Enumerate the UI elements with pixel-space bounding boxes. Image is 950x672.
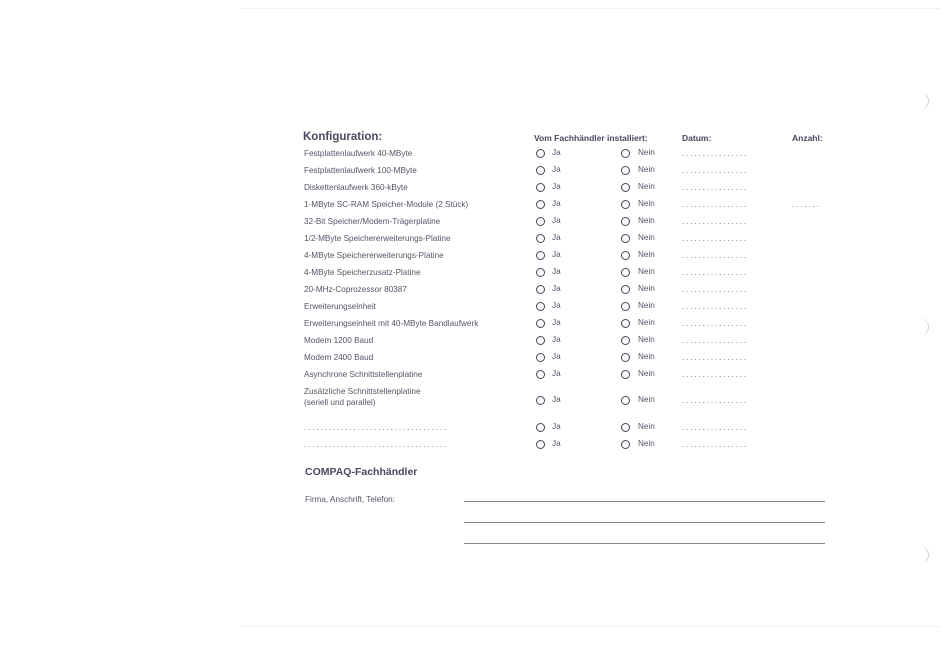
- date-field[interactable]: ................: [682, 200, 748, 209]
- nein-label: Nein: [638, 216, 655, 225]
- config-item-label: Asynchrone Schnittstellenplatine: [304, 370, 423, 379]
- column-header-date: Datum:: [682, 133, 712, 143]
- ja-radio-icon[interactable]: [536, 149, 545, 158]
- ja-label: Ja: [552, 301, 561, 310]
- nein-radio-icon[interactable]: [621, 149, 630, 158]
- punch-hole-1: [918, 92, 929, 110]
- blank-item-field[interactable]: ...................................: [304, 423, 449, 432]
- nein-label: Nein: [638, 439, 655, 448]
- date-field[interactable]: ................: [682, 183, 748, 192]
- section-title-dealer: COMPAQ-Fachhändler: [305, 466, 418, 478]
- nein-radio-icon[interactable]: [621, 353, 630, 362]
- date-field[interactable]: ................: [682, 336, 748, 345]
- nein-radio-icon[interactable]: [621, 268, 630, 277]
- nein-radio-icon[interactable]: [621, 251, 630, 260]
- ja-label: Ja: [552, 165, 561, 174]
- ja-radio-icon[interactable]: [536, 183, 545, 192]
- date-field[interactable]: ................: [682, 353, 748, 362]
- ja-label: Ja: [552, 199, 561, 208]
- config-item-label: Zusätzliche Schnittstellenplatine: [304, 387, 421, 396]
- date-field[interactable]: ................: [682, 423, 748, 432]
- nein-radio-icon[interactable]: [621, 217, 630, 226]
- punch-hole-3: [918, 546, 929, 564]
- nein-radio-icon[interactable]: [621, 166, 630, 175]
- ja-radio-icon[interactable]: [536, 440, 545, 449]
- config-item-label: 4-MByte Speicherzusatz-Platine: [304, 268, 421, 277]
- ja-label: Ja: [552, 439, 561, 448]
- nein-radio-icon[interactable]: [621, 285, 630, 294]
- nein-label: Nein: [638, 395, 655, 404]
- nein-radio-icon[interactable]: [621, 319, 630, 328]
- ja-radio-icon[interactable]: [536, 370, 545, 379]
- nein-radio-icon[interactable]: [621, 200, 630, 209]
- page-edge-bottom: [240, 626, 940, 627]
- page-edge-top: [240, 8, 940, 9]
- date-field[interactable]: ................: [682, 370, 748, 379]
- nein-label: Nein: [638, 335, 655, 344]
- date-field[interactable]: ................: [682, 319, 748, 328]
- ja-radio-icon[interactable]: [536, 423, 545, 432]
- section-title-configuration: Konfiguration:: [303, 131, 383, 143]
- nein-radio-icon[interactable]: [621, 234, 630, 243]
- nein-radio-icon[interactable]: [621, 336, 630, 345]
- config-item-label: 1-MByte SC-RAM Speicher-Module (2 Stück): [304, 200, 469, 209]
- nein-radio-icon[interactable]: [621, 423, 630, 432]
- ja-label: Ja: [552, 335, 561, 344]
- ja-radio-icon[interactable]: [536, 336, 545, 345]
- config-item-label: Modem 1200 Baud: [304, 336, 374, 345]
- ja-radio-icon[interactable]: [536, 268, 545, 277]
- ja-label: Ja: [552, 422, 561, 431]
- nein-label: Nein: [638, 250, 655, 259]
- ja-radio-icon[interactable]: [536, 200, 545, 209]
- ja-label: Ja: [552, 267, 561, 276]
- ja-radio-icon[interactable]: [536, 217, 545, 226]
- ja-label: Ja: [552, 284, 561, 293]
- ja-radio-icon[interactable]: [536, 234, 545, 243]
- config-item-label: Erweiterungseinheit: [304, 302, 376, 311]
- config-item-label: 1/2-MByte Speichererweiterungs-Platine: [304, 234, 451, 243]
- ja-radio-icon[interactable]: [536, 166, 545, 175]
- nein-label: Nein: [638, 301, 655, 310]
- blank-item-field[interactable]: ...................................: [304, 440, 449, 449]
- nein-radio-icon[interactable]: [621, 396, 630, 405]
- date-field[interactable]: ................: [682, 440, 748, 449]
- nein-radio-icon[interactable]: [621, 440, 630, 449]
- nein-label: Nein: [638, 422, 655, 431]
- config-item-label: 20-MHz-Coprozessor 80387: [304, 285, 407, 294]
- ja-label: Ja: [552, 216, 561, 225]
- column-header-installed: Vom Fachhändler installiert:: [534, 133, 648, 143]
- nein-label: Nein: [638, 233, 655, 242]
- nein-radio-icon[interactable]: [621, 183, 630, 192]
- date-field[interactable]: ................: [682, 149, 748, 158]
- date-field[interactable]: ................: [682, 396, 748, 405]
- nein-label: Nein: [638, 318, 655, 327]
- ja-label: Ja: [552, 182, 561, 191]
- nein-label: Nein: [638, 352, 655, 361]
- date-field[interactable]: ................: [682, 234, 748, 243]
- address-line-1[interactable]: [464, 501, 825, 502]
- nein-label: Nein: [638, 267, 655, 276]
- ja-radio-icon[interactable]: [536, 353, 545, 362]
- config-item-label: Festplattenlaufwerk 40-MByte: [304, 149, 413, 158]
- date-field[interactable]: ................: [682, 302, 748, 311]
- address-line-2[interactable]: [464, 522, 825, 523]
- column-header-count: Anzahl:: [792, 133, 823, 143]
- ja-label: Ja: [552, 395, 561, 404]
- ja-label: Ja: [552, 233, 561, 242]
- nein-radio-icon[interactable]: [621, 370, 630, 379]
- config-item-label: 4-MByte Speichererweiterungs-Platine: [304, 251, 444, 260]
- ja-radio-icon[interactable]: [536, 251, 545, 260]
- ja-label: Ja: [552, 250, 561, 259]
- ja-radio-icon[interactable]: [536, 396, 545, 405]
- count-field[interactable]: .......: [792, 200, 821, 209]
- ja-label: Ja: [552, 318, 561, 327]
- address-label: Firma, Anschrift, Telefon:: [305, 495, 395, 504]
- config-item-label-line2: (seriell und parallel): [304, 398, 376, 407]
- date-field[interactable]: ................: [682, 217, 748, 226]
- date-field[interactable]: ................: [682, 268, 748, 277]
- config-item-label: Erweiterungseinheit mit 40-MByte Bandlaufwerk: [304, 319, 479, 328]
- nein-label: Nein: [638, 182, 655, 191]
- date-field[interactable]: ................: [682, 251, 748, 260]
- nein-label: Nein: [638, 199, 655, 208]
- date-field[interactable]: ................: [682, 285, 748, 294]
- address-line-3[interactable]: [464, 543, 825, 544]
- date-field[interactable]: ................: [682, 166, 748, 175]
- punch-hole-2: [918, 318, 929, 336]
- ja-label: Ja: [552, 352, 561, 361]
- nein-label: Nein: [638, 369, 655, 378]
- nein-label: Nein: [638, 165, 655, 174]
- ja-radio-icon[interactable]: [536, 319, 545, 328]
- config-item-label: Diskettenlaufwerk 360-kByte: [304, 183, 408, 192]
- ja-label: Ja: [552, 148, 561, 157]
- ja-radio-icon[interactable]: [536, 302, 545, 311]
- config-item-label: 32-Bit Speicher/Modem-Trägerplatine: [304, 217, 441, 226]
- nein-radio-icon[interactable]: [621, 302, 630, 311]
- config-item-label: Festplattenlaufwerk 100-MByte: [304, 166, 417, 175]
- ja-label: Ja: [552, 369, 561, 378]
- nein-label: Nein: [638, 284, 655, 293]
- config-item-label: Modem 2400 Baud: [304, 353, 374, 362]
- nein-label: Nein: [638, 148, 655, 157]
- ja-radio-icon[interactable]: [536, 285, 545, 294]
